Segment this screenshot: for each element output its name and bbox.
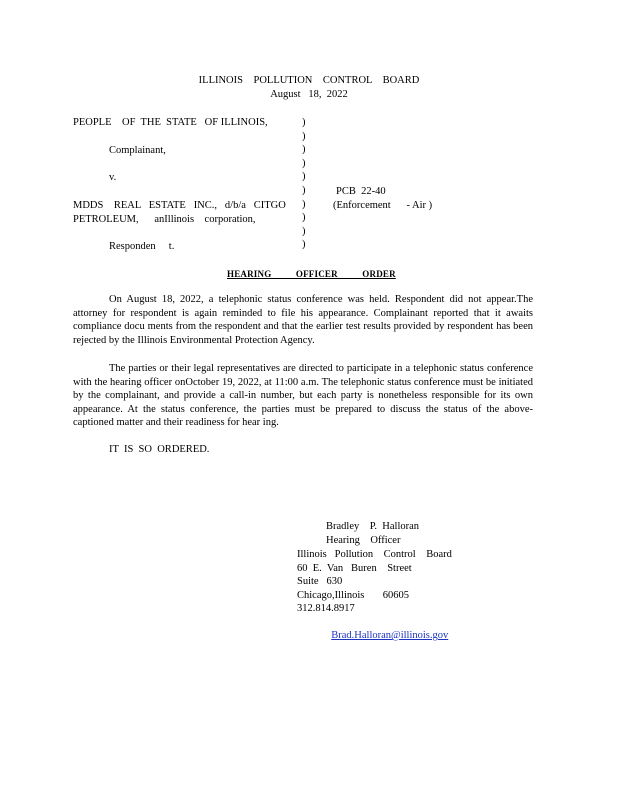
respondent-label: Responden t. <box>109 241 175 252</box>
signer-street: 60 E. Van Buren Street <box>297 563 412 574</box>
order-title: HEARING OFFICER ORDER <box>227 269 396 279</box>
signer-title: Hearing Officer <box>326 535 401 546</box>
paren: ) <box>302 225 306 237</box>
paragraph-text: On August 18, 2022, a telephonic status conference was held. Respondent did not appear.The attorney for respondent is again reminded to file his appearance. Complainant reported that it awaits compliance docu ments from the respondent and that the earlier test results provided by respondent has been rejected by the Illinois Environmental Protection Agency. <box>73 294 533 346</box>
paren: ) <box>302 239 306 251</box>
complainant-label: Complainant, <box>109 145 166 156</box>
paren: ) <box>302 198 306 210</box>
order-date: August 18, 2022 <box>270 89 348 100</box>
paren: ) <box>302 171 306 183</box>
signer-organization: Illinois Pollution Control Board <box>297 549 452 560</box>
paren: ) <box>302 144 306 156</box>
paren: ) <box>302 157 306 169</box>
paren: ) <box>302 130 306 142</box>
paragraph-text: The parties or their legal representatives are directed to participate in a telephonic status conference with the hearing officer onOctober 19, 2022, at 11:00 a.m. The telephonic status conference must be initiated by the complainant, and provide a call-in number, but each party is nonetheless responsible for its own appearance. At the status conference, the parties must be prepared to discuss the status of the above- captioned matter and their readiness for hear ing. <box>73 363 533 429</box>
paragraph-2 <box>73 362 533 430</box>
signer-phone: 312.814.8917 <box>297 603 355 614</box>
paren: ) <box>302 117 306 128</box>
paren: ) <box>302 184 306 196</box>
versus-label: v. <box>109 172 117 183</box>
plaintiff-name: PEOPLE OF THE STATE OF ILLINOIS, <box>73 117 268 128</box>
signer-city: Chicago,Illinois 60605 <box>297 590 409 601</box>
email-link[interactable]: Brad.Halloran@illinois.gov <box>331 630 449 641</box>
paragraph-1 <box>73 293 533 347</box>
signer-email-line <box>326 616 448 642</box>
case-number: PCB 22-40 <box>336 186 386 197</box>
respondent-name-line2: PETROLEUM, anIllinois corporation, <box>73 214 256 225</box>
signer-name: Bradley P. Halloran <box>326 521 420 532</box>
board-name: ILLINOIS POLLUTION CONTROL BOARD <box>198 75 420 86</box>
closing-statement: IT IS SO ORDERED. <box>109 444 210 455</box>
paren: ) <box>302 212 306 224</box>
caption-parentheses <box>302 116 306 252</box>
signer-suite: Suite 630 <box>297 576 343 587</box>
respondent-name-line1: MDDS REAL ESTATE INC., d/b/a CITGO <box>73 200 286 211</box>
case-type: (Enforcement - Air ) <box>333 200 433 211</box>
